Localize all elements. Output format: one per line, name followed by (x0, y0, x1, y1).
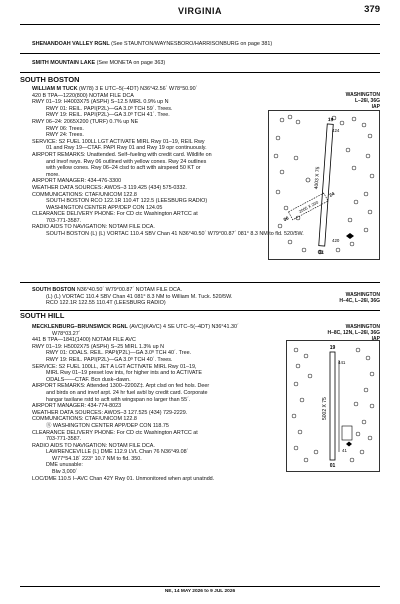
windsock-icon (306, 178, 310, 182)
service: SERVICE: S2 FUEL 100LL LGT ACTIVATE MIRL Rwy 01–19, REIL Rwy (32, 138, 205, 145)
elevation-label-north: 441 (338, 360, 346, 365)
runway-01-info: RWY 01: ODALS. REIL. PAPI(P2L)—GA 3.0º TCH 40´. Tree. (46, 350, 192, 357)
south-hill-airport-diagram (286, 340, 380, 472)
page-number: 379 (364, 4, 380, 15)
xref-rule (20, 72, 380, 73)
app-dep-con: WASHINGTON CENTER APP/DEP CON 124.05 (46, 204, 163, 211)
runway-end-01: 01 (318, 249, 325, 257)
weather-data-sources: WEATHER DATA SOURCES: AWOS–3 119.425 (434) 575-0332. (32, 184, 187, 191)
runway-main-dimensions: 4003 X 75 (313, 166, 322, 190)
apron (342, 426, 352, 440)
runway-19-info: RWY 19: REIL. PAPI(P2L)—GA 3.0º TCH 41´. Tree. (46, 112, 170, 119)
airport-remarks-cont: and invof rwys. Rwy 06 outlined with yellow cones. Rwy 24 outlines (46, 158, 207, 165)
xref-note: (See MONETA on page 363) (96, 60, 166, 66)
dme-unusable-detail: Blw 3,000´ (52, 469, 78, 476)
service-cont: 01 and Rwy 19—CTAF. PAPI Rwy 01 and Rwy 19 opr continuously. (46, 145, 207, 152)
airport-remarks: AIRPORT REMARKS: Attended 1300–2200Z‡. Arpt clsd on fed hols. Deer (32, 383, 210, 390)
navaid-title: SOUTH BOSTON (32, 287, 76, 293)
clearance-delivery: CLEARANCE DELIVERY PHONE: For CD ctc Washington ARTCC at (32, 429, 198, 436)
xref-smith-mountain[interactable] (32, 60, 165, 67)
dme-lawrenceville-cont: W77°54.18´ 223° 10.7 NM to fld. 350. (52, 455, 142, 462)
elevation-tpa: 441 B TPA—1841(1400) NOTAM FILE AVC (32, 337, 136, 344)
section-rule (20, 282, 380, 283)
xref-name: SHENANDOAH VALLEY RGNL (32, 41, 110, 47)
elevation-label-south: 41 (342, 448, 347, 453)
clearance-delivery-cont: 703-771-3587. (46, 436, 82, 443)
runway-end-19: 19 (329, 345, 336, 351)
airport-manager: AIRPORT MANAGER: 434-774-8023 (32, 403, 122, 410)
elevation-label-north: 424 (332, 128, 340, 133)
airport-id-coords: (W78) 3 E UTC–5(–4DT) N36°42.56´ W78°50.90´ (79, 86, 198, 92)
south-boston-chart-tag: WASHINGTON L–26I, 36G IAP (345, 92, 380, 110)
navaid-coords: N36°40.50´ W79°00.87´ NOTAM FILE DCA. (76, 287, 183, 293)
runway-turf-dimensions: 2065 X 200 (297, 199, 320, 215)
runway-06-info: RWY 06: Trees. (46, 125, 84, 132)
weather-data-sources: WEATHER DATA SOURCES: AWOS–3 127.525 (434) 729-2229. (32, 409, 188, 416)
airport-longitude: W78°03.27´ (52, 330, 81, 337)
runway-24-info: RWY 24: Trees. (46, 132, 84, 139)
loc-dme: LOC/DME 110.5 I–AVC Chan 42Y Rwy 01. Unmonitored when arpt unatndd. (32, 475, 215, 482)
dme-lawrenceville: LAWRENCEVILLE (L) DME 112.9 LVL Chan 76 N36°49.08´ (46, 449, 189, 456)
section-rule (20, 310, 380, 311)
south-hill-airport-entry (32, 324, 272, 482)
navaid-rco: RCO 122.1R 122.55 110.4T (LEESBURG RADIO) (46, 300, 166, 307)
clearance-delivery-cont: 703-771-3587. (46, 217, 82, 224)
airport-remarks-cont: hangar taxilane rstd to acft with wingspan no larger than 55´. (46, 396, 191, 403)
runway-end-06: 06 (282, 215, 290, 223)
service: SERVICE: S2 FUEL 100LL, JET A LGT ACTIVATE MIRL Rwy 01–19, (32, 363, 197, 370)
runway-01-19-shape (330, 352, 335, 460)
service-cont: ODALS——CTAF. Bcn dusk–dawn. (46, 376, 131, 383)
south-hill-chart-tag: WASHINGTON H–8C, 12N, L–26I, 36G IAP (327, 324, 380, 342)
radio-aids: RADIO AIDS TO NAVIGATION: NOTAM FILE DCA. (32, 442, 155, 449)
xref-shenandoah[interactable] (32, 41, 272, 48)
south-boston-airport-entry (32, 86, 304, 238)
navaid-vortac: (L) (L) VORTAC 110.4 SBV Chan 41 081° 8.3 NM to William M. Tuck. 520/5W. (46, 293, 233, 300)
communications: COMMUNICATIONS: CTAF/UNICOM 122.8 (32, 191, 137, 198)
state-header: VIRGINIA (177, 6, 222, 16)
south-boston-navaid-tag: WASHINGTON H–4C, L–26I, 36G (339, 292, 380, 304)
service-cont: MIRL Rwy 01–19 preset low ints, for higher ints and to ACTIVATE (46, 370, 202, 377)
airport-remarks: AIRPORT REMARKS: Unattended. Self–fueling with credit card. Wildlife on (32, 151, 212, 158)
header-rule (20, 24, 380, 25)
airport-name: WILLIAM M TUCK (32, 86, 78, 92)
clearance-delivery: CLEARANCE DELIVERY PHONE: For CD ctc Washington ARTCC at (32, 211, 198, 218)
runway-end-01: 01 (329, 463, 336, 469)
rotating-beacon-icon (346, 442, 352, 447)
radio-aids: RADIO AIDS TO NAVIGATION: NOTAM FILE DCA. (32, 224, 155, 231)
south-boston-navaid-entry (32, 287, 312, 307)
airport-id-coords: (AVC)(KAVC) 4 SE UTC–5(–4DT) N36°41.30´ (129, 324, 239, 330)
airport-remarks-cont: and birds on and invof arpt. 24 hr fuel avbl by credit card. Corporate (46, 389, 208, 396)
airport-name: MECKLENBURG–BRUNSWICK RGNL (32, 324, 128, 330)
runway-end-19: 19 (327, 116, 334, 124)
effective-dates-footer: NE, 14 MAY 2026 to 9 JUL 2026 (164, 589, 236, 595)
rotating-beacon-icon (346, 233, 354, 239)
elevation-label-south: 420 (332, 238, 340, 243)
runway-19-info: RWY 19: REIL. PAPI(P2L)—GA 3.0º TCH 40´. Trees. (46, 356, 173, 363)
airport-remarks-cont: with yellow cones. Rwy 06–24 clsd to acft with airspeed 50 KT or (46, 165, 201, 172)
runway-dimensions: 5002 X 75 (322, 397, 328, 420)
elevation-tpa: 420 B TPA—1220(800) NOTAM FILE DCA (32, 92, 134, 99)
runway-06-24: RWY 06–24: 2065X200 (TURF) 0.7% up NE (32, 118, 139, 125)
communications: COMMUNICATIONS: CTAF/UNICOM 122.8 (32, 416, 137, 423)
xref-name: SMITH MOUNTAIN LAKE (32, 60, 96, 66)
runway-end-24: 24 (328, 191, 336, 198)
app-dep-con: Ⓡ WASHINGTON CENTER APP/DEP CON 118.75 (46, 422, 169, 429)
runway-01-19: RWY 01–19: H4003X75 (ASPH) S–12.5 MIRL 0.9% up N (32, 99, 169, 106)
xref-note: (See STAUNTON/WAYNESBORO/HARRISONBURG on page 381) (111, 41, 273, 47)
dme-unusable: DME unusable: (46, 462, 83, 469)
xref-rule (20, 53, 380, 54)
runway-01-info: RWY 01: REIL. PAPI(P2L)—GA 3.0º TCH 59´. Trees. (46, 105, 173, 112)
footer-rule (20, 586, 380, 587)
airport-manager: AIRPORT MANAGER: 434-476-3300 (32, 178, 122, 185)
south-boston-airport-diagram (268, 110, 380, 260)
rco: SOUTH BOSTON RCO 122.1R 110.4T 122.5 (LEESBURG RADIO) (46, 198, 208, 205)
city-south-boston: SOUTH BOSTON (20, 75, 80, 84)
city-south-hill: SOUTH HILL (20, 311, 65, 320)
runway-01-19: RWY 01–19: H5002X75 (ASPH) S–25 MIRL 1.3% up N (32, 343, 165, 350)
vortac: SOUTH BOSTON (L) (L) VORTAC 110.4 SBV Chan 41 N36°40.50´ W79°00.87´ 081° 8.3 NM to fld. 520/5W. (46, 231, 304, 238)
airport-remarks-cont: more. (46, 171, 60, 178)
